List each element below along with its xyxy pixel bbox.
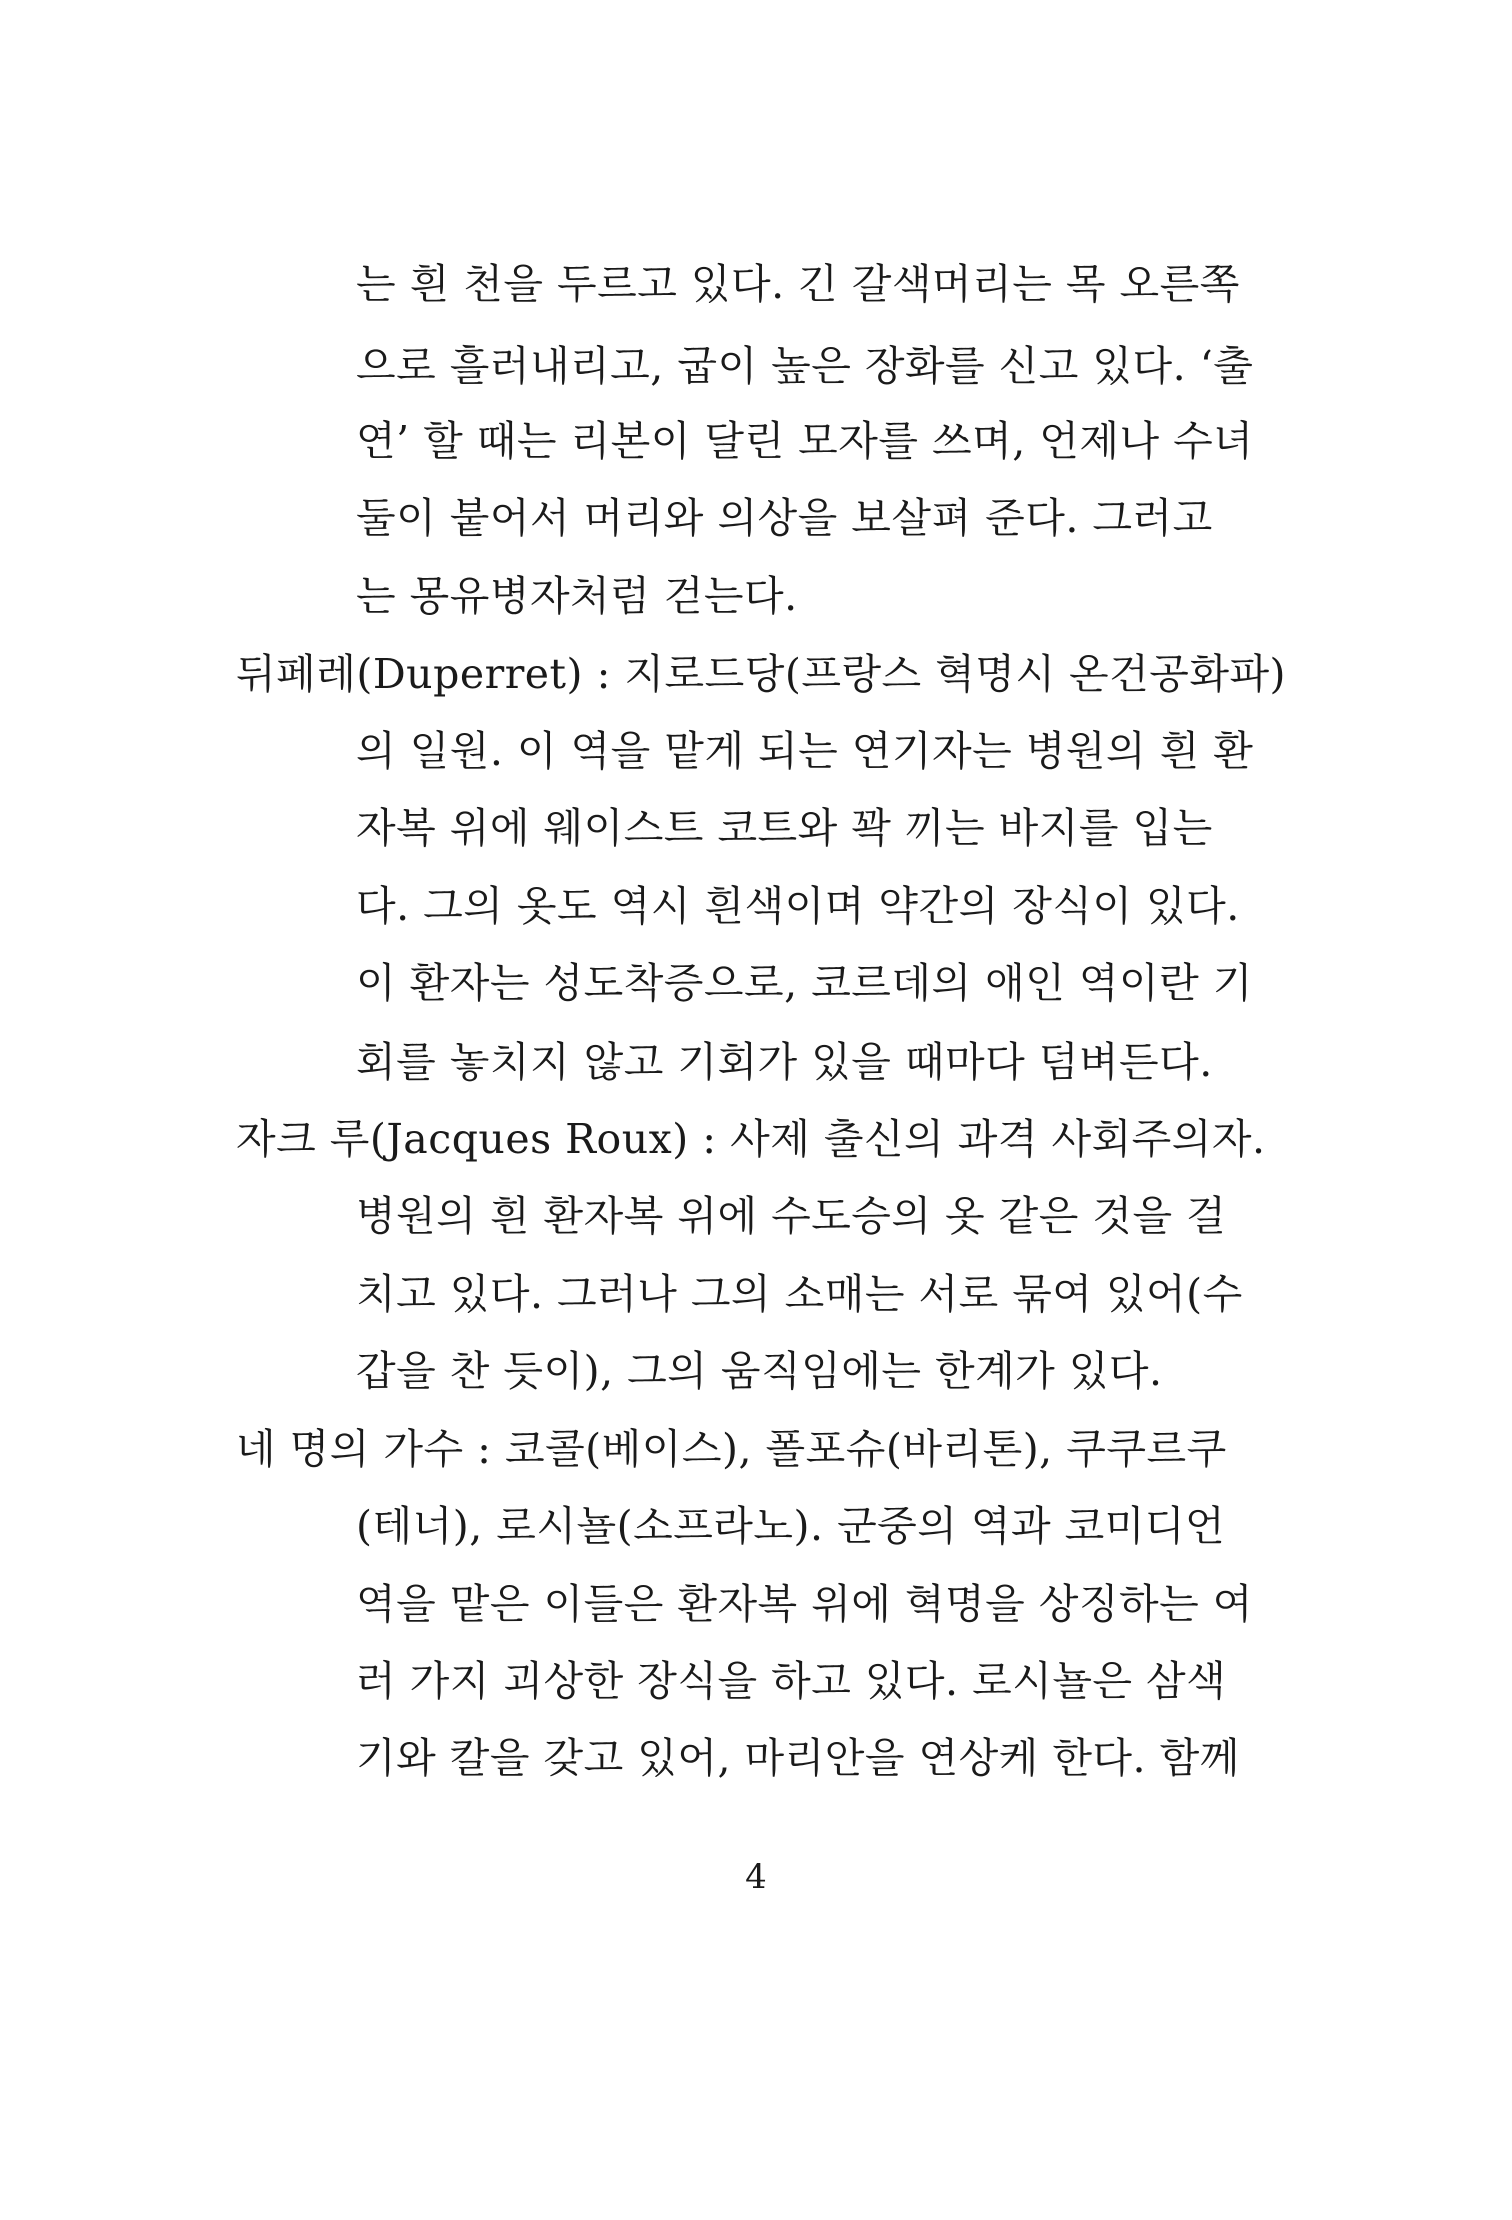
page-number: 4 [745,1857,767,1897]
text-line: 는 흰 천을 두르고 있다. 긴 갈색머리는 목 오른쪽 [356,260,1240,308]
character-entry-jacques-roux: 자크 루(Jacques Roux) : 사제 출신의 과격 사회주의자. [236,1115,1266,1163]
text-line: 둘이 붙어서 머리와 의상을 보살펴 준다. 그러고 [356,494,1213,542]
text-line: 이 환자는 성도착증으로, 코르데의 애인 역이란 기 [356,959,1253,1007]
text-line: 역을 맡은 이들은 환자복 위에 혁명을 상징하는 여 [356,1580,1253,1628]
text-line: 치고 있다. 그러나 그의 소매는 서로 묶여 있어(수 [356,1270,1243,1318]
text-line: 회를 놓치지 않고 기회가 있을 때마다 덤벼든다. [356,1038,1213,1086]
text-line: (테너), 로시뇰(소프라노). 군중의 역과 코미디언 [356,1502,1226,1550]
text-line: 자복 위에 웨이스트 코트와 꽉 끼는 바지를 입는 [356,804,1213,852]
text-line: 는 몽유병자처럼 걷는다. [356,572,798,620]
text-line: 갑을 찬 듯이), 그의 움직임에는 한계가 있다. [356,1347,1163,1395]
text-line: 의 일원. 이 역을 맡게 되는 연기자는 병원의 흰 환 [356,727,1254,775]
text-line: 기와 칼을 갖고 있어, 마리안을 연상케 한다. 함께 [356,1734,1240,1782]
text-line: 러 가지 괴상한 장식을 하고 있다. 로시뇰은 삼색 [356,1657,1227,1705]
text-line: 다. 그의 옷도 역시 흰색이며 약간의 장식이 있다. [356,882,1240,930]
character-entry-singers: 네 명의 가수 : 코콜(베이스), 폴포슈(바리톤), 쿠쿠르쿠 [236,1425,1227,1473]
character-entry-duperret: 뒤페레(Duperret) : 지로드당(프랑스 혁명시 온건공화파) [236,650,1287,698]
text-line: 병원의 흰 환자복 위에 수도승의 옷 같은 것을 걸 [356,1192,1227,1240]
text-line: 으로 흘러내리고, 굽이 높은 장화를 신고 있다. ‘출 [356,342,1254,390]
text-line: 연’ 할 때는 리본이 달린 모자를 쓰며, 언제나 수녀 [356,417,1254,465]
